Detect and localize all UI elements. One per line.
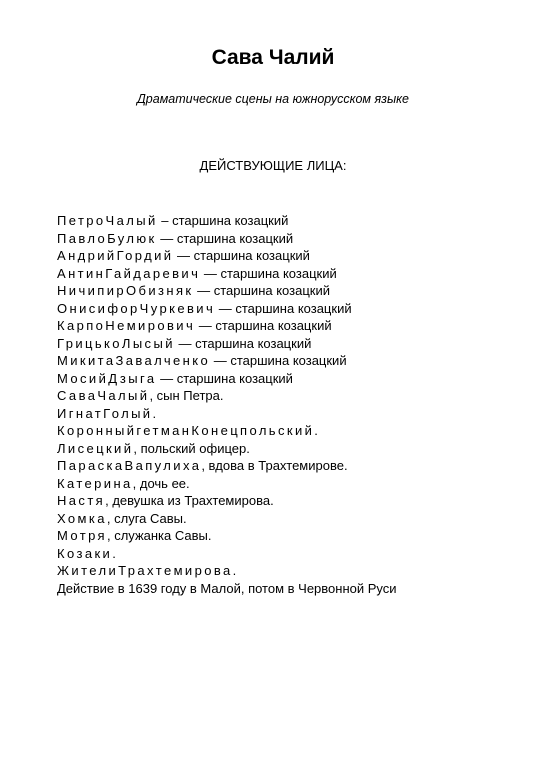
cast-item	[57, 510, 517, 528]
character-name: ПараскаВапулиха	[57, 458, 202, 473]
character-name: АндрийГордий	[57, 248, 174, 263]
cast-item	[57, 562, 517, 580]
cast-item	[57, 387, 517, 405]
character-description: , слуга Савы.	[106, 510, 187, 526]
character-description: — старшина козацкий	[215, 300, 352, 316]
cast-item	[57, 212, 517, 230]
character-description: – старшина козацкий	[157, 213, 289, 228]
character-description: — старшина козацкий	[173, 248, 310, 263]
character-name: КоронныйгетманКонецпольский	[57, 423, 315, 438]
character-name: ГрицькоЛысый	[57, 335, 175, 351]
character-name: Настя	[57, 493, 106, 508]
character-name: Хомка	[57, 510, 107, 526]
cast-heading: ДЕЙСТВУЮЩИЕ ЛИЦА:	[199, 158, 347, 173]
cast-item	[57, 265, 517, 283]
character-name: Катерина	[57, 475, 133, 491]
character-name: МосийДзыга	[57, 370, 157, 386]
character-description: — старшина козацкий	[156, 230, 294, 246]
cast-item	[57, 247, 517, 265]
cast-item	[57, 317, 517, 335]
character-name: ЖителиТрахтемирова	[57, 563, 233, 578]
character-name: Козаки	[57, 545, 113, 561]
cast-item	[57, 405, 517, 423]
cast-item	[57, 475, 517, 493]
character-description: , польский офицер.	[133, 440, 250, 456]
character-description: — старшина козацкий	[156, 370, 293, 386]
cast-item	[57, 457, 517, 475]
cast-item	[57, 545, 517, 563]
cast-item	[57, 422, 517, 440]
character-description: — старшина козацкий	[210, 353, 347, 368]
character-name: НичипирОбизняк	[57, 283, 194, 298]
character-name: ПавлоБулюк	[57, 230, 157, 246]
character-description: — старшина козацкий	[174, 335, 312, 351]
cast-item	[57, 335, 517, 353]
cast-item	[57, 527, 517, 545]
cast-list	[57, 212, 517, 597]
character-name: Лисецкий	[57, 440, 134, 456]
character-description: .	[232, 563, 237, 578]
character-name: АнтинГайдаревич	[57, 265, 201, 281]
cast-item	[57, 352, 517, 370]
character-name: ОнисифорЧуркевич	[57, 300, 216, 316]
cast-item	[57, 440, 517, 458]
character-description: — старшина козацкий	[193, 283, 330, 298]
character-name: СаваЧалый	[57, 388, 150, 403]
cast-item	[57, 282, 517, 300]
character-description: .	[152, 405, 157, 421]
character-description: , девушка из Трахтемирова.	[105, 493, 274, 508]
character-description: , сын Петра.	[149, 388, 224, 403]
character-description: , вдова в Трахтемирове.	[201, 458, 348, 473]
play-subtitle: Драматические сцены на южнорусском языке	[136, 92, 409, 106]
character-name: КарпоНемирович	[57, 318, 196, 333]
cast-item	[57, 230, 517, 248]
setting-line: Действие в 1639 году в Малой, потом в Червонной Руси	[57, 580, 397, 596]
character-name: МикитаЗавалченко	[57, 353, 211, 368]
character-name: Мотря	[57, 528, 107, 543]
character-description: , дочь ее.	[132, 475, 190, 491]
play-title: Сава Чалий	[211, 46, 335, 69]
character-name: ПетроЧалый	[57, 213, 158, 228]
character-description: — старшина козацкий	[195, 318, 332, 333]
character-name: ИгнатГолый	[57, 405, 153, 421]
cast-item	[57, 300, 517, 318]
character-description: — старшина козацкий	[200, 265, 337, 281]
cast-item	[57, 492, 517, 510]
cast-item	[57, 370, 517, 388]
character-description: , служанка Савы.	[107, 528, 212, 543]
character-description: .	[112, 545, 116, 561]
character-description: .	[314, 423, 318, 438]
